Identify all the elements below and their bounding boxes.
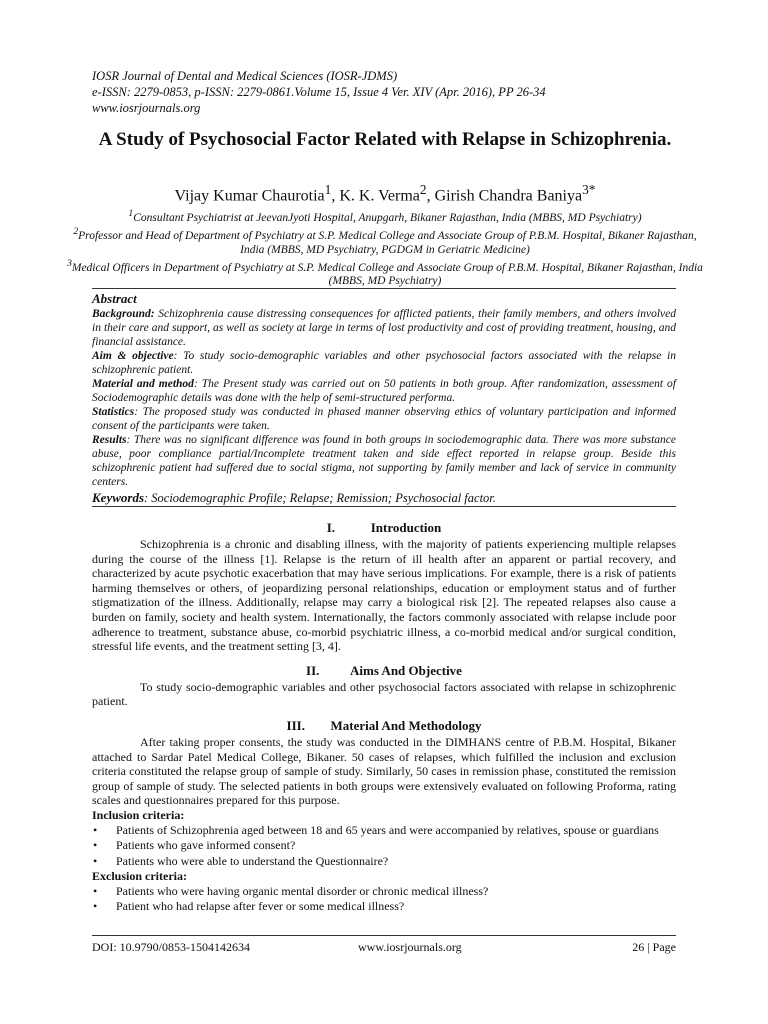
author-3-sup: 3* — [582, 182, 596, 197]
journal-issn: e-ISSN: 2279-0853, p-ISSN: 2279-0861.Volume 15, Issue 4 Ver. XIV (Apr. 2016), PP 26-34 — [92, 85, 546, 99]
author-3: Girish Chandra Baniya — [434, 187, 583, 205]
introduction-paragraph: Schizophrenia is a chronic and disabling illness, with the majority of patients experiencing multiple relapses during the course of the illness [1]. Relapse is the return of ill health after an apparent or partial recovery, and characterized by acute psychotic exacerbation that may have serious implications. For example, there is a risk of patients harming themselves or others, of jeopardizing personal relationships, education or employment status and of further stigmatization of the illness. Additionally, relapse may carry a biological risk [2]. The repeated relapses also cause a burden on family, society and health system. Internationally, the factors commonly associated with relapse include poor adherence to treatment, substance abuse, co-morbid psychiatric illness, a co-morbid medical and/or surgical condition, stressful life events, and the treatment setting [3, 4]. — [92, 537, 676, 654]
abstract-bottom-rule — [92, 506, 676, 507]
journal-website: www.iosrjournals.org — [92, 101, 201, 115]
journal-name: IOSR Journal of Dental and Medical Sciences (IOSR-JDMS) — [92, 69, 398, 83]
main-body — [92, 518, 676, 915]
abstract-top-rule — [92, 288, 676, 289]
affiliation-3: $^3$Medical Officers in Department of Psychiatry at S.P. Medical College and Associate Group of P.B.M. Hospital, Bikaner Rajasthan, India (MBBS, MD Psychiatry) — [67, 257, 703, 288]
author-2-sup: 2 — [419, 182, 427, 197]
methodology-paragraph: After taking proper consents, the study was conducted in the DIMHANS centre of P.B.M. Hospital, Bikaner attached to Sardar Patel Medical College, Bikaner. 50 cases of relapses, which fulfilled the inclusion and exclusion criteria constituted the relapse group of sample of study. Similarly, 50 cases in remission phase, constituted the remission group of sample of study. The selected patients in both groups were extensively evaluated on following Proforma, rating scales and questionnaires prepared for this purpose. — [92, 734, 676, 808]
footer-doi: DOI: 10.9790/0853-1504142634 — [92, 940, 250, 954]
author-list: Vijay Kumar Chaurotia$^1$, K. K. Verma$^2$, Girish Chandra Baniya$^{3*}$ — [174, 182, 596, 205]
exclusion-list — [92, 884, 676, 914]
exclusion-criteria-label: Exclusion criteria: — [92, 869, 187, 884]
affiliation-2: $^2$Professor and Head of Department of Psychiatry at S.P. Medical College and Associate Group of P.B.M. Hospital, Bikaner Rajasthan, India (MBBS, MD Psychiatry, PGDGM in Geriatric Medicine) — [73, 225, 697, 256]
list-item: • Patients who were having organic mental disorder or chronic medical illness? — [92, 884, 676, 899]
abstract-results: Results: There was no significant difference was found in both groups in sociodemographic data. There was more substance abuse, poor compliance partial/Incomplete treatment taken and side effect reported in relapse group. Beside this schizophrenic patient had suffered due to social stigma, not supporting by family member and lack of service in community centers. — [92, 434, 676, 488]
author-1-sup: 1 — [324, 182, 332, 197]
abstract-background: Background: Schizophrenia cause distressing consequences for afflicted patients, their family members, and others involved in their care and support, as well as society at large in terms of lost productivity and cost of providing treatment, housing, and financial assistance. — [92, 308, 677, 348]
section-heading-introduction: I. Introduction — [326, 520, 442, 535]
abstract-method: Material and method: The Present study was carried out on 50 patients in both group. After randomization, assessment of Sociodemographic details was done with the help of semi-structured performa. — [92, 378, 676, 404]
list-item: • Patient who had relapse after fever or some medical illness? — [92, 899, 676, 914]
abstract-keywords: Keywords: Sociodemographic Profile; Relapse; Remission; Psychosocial factor. — [92, 490, 496, 505]
abstract-aim: Aim & objective: To study socio-demographic variables and other psychosocial factors associated with the relapse in schizophrenic patient. — [92, 350, 677, 376]
abstract-block — [92, 291, 676, 506]
list-item: • Patients of Schizophrenia aged between 18 and 65 years and were accompanied by relatives, spouse or guardians — [92, 823, 676, 838]
section-heading-aims: II. Aims And Objective — [306, 662, 462, 678]
paper-title: A Study of Psychosocial Factor Related with Relapse in Schizophrenia. — [98, 129, 672, 150]
abstract-statistics: Statistics: The proposed study was conducted in phased manner observing ethics of voluntary participation and informed consent of the participants were taken. — [92, 406, 676, 432]
section-heading-methodology: III. Material And Methodology — [286, 717, 482, 733]
journal-header — [92, 68, 546, 116]
inclusion-list — [92, 823, 676, 869]
author-1: Vijay Kumar Chaurotia — [174, 187, 325, 205]
list-item: • Patients who gave informed consent? — [92, 838, 676, 853]
footer-website: www.iosrjournals.org — [358, 940, 462, 954]
author-2: K. K. Verma — [339, 187, 420, 205]
list-item: • Patients who were able to understand the Questionnaire? — [92, 854, 676, 869]
aims-paragraph: To study socio-demographic variables and other psychosocial factors associated with relapse in schizophrenic patient. — [92, 679, 676, 709]
inclusion-criteria-label: Inclusion criteria: — [92, 807, 185, 822]
affiliation-1: $^1$Consultant Psychiatrist at JeevanJyoti Hospital, Anupgarh, Bikaner Rajasthan, India (MBBS, MD Psychiatry) — [128, 208, 642, 224]
abstract-heading: Abstract — [92, 291, 137, 306]
footer-page-number: 26 | Page — [632, 940, 676, 954]
footer-rule — [92, 935, 676, 936]
affiliations — [60, 207, 710, 288]
